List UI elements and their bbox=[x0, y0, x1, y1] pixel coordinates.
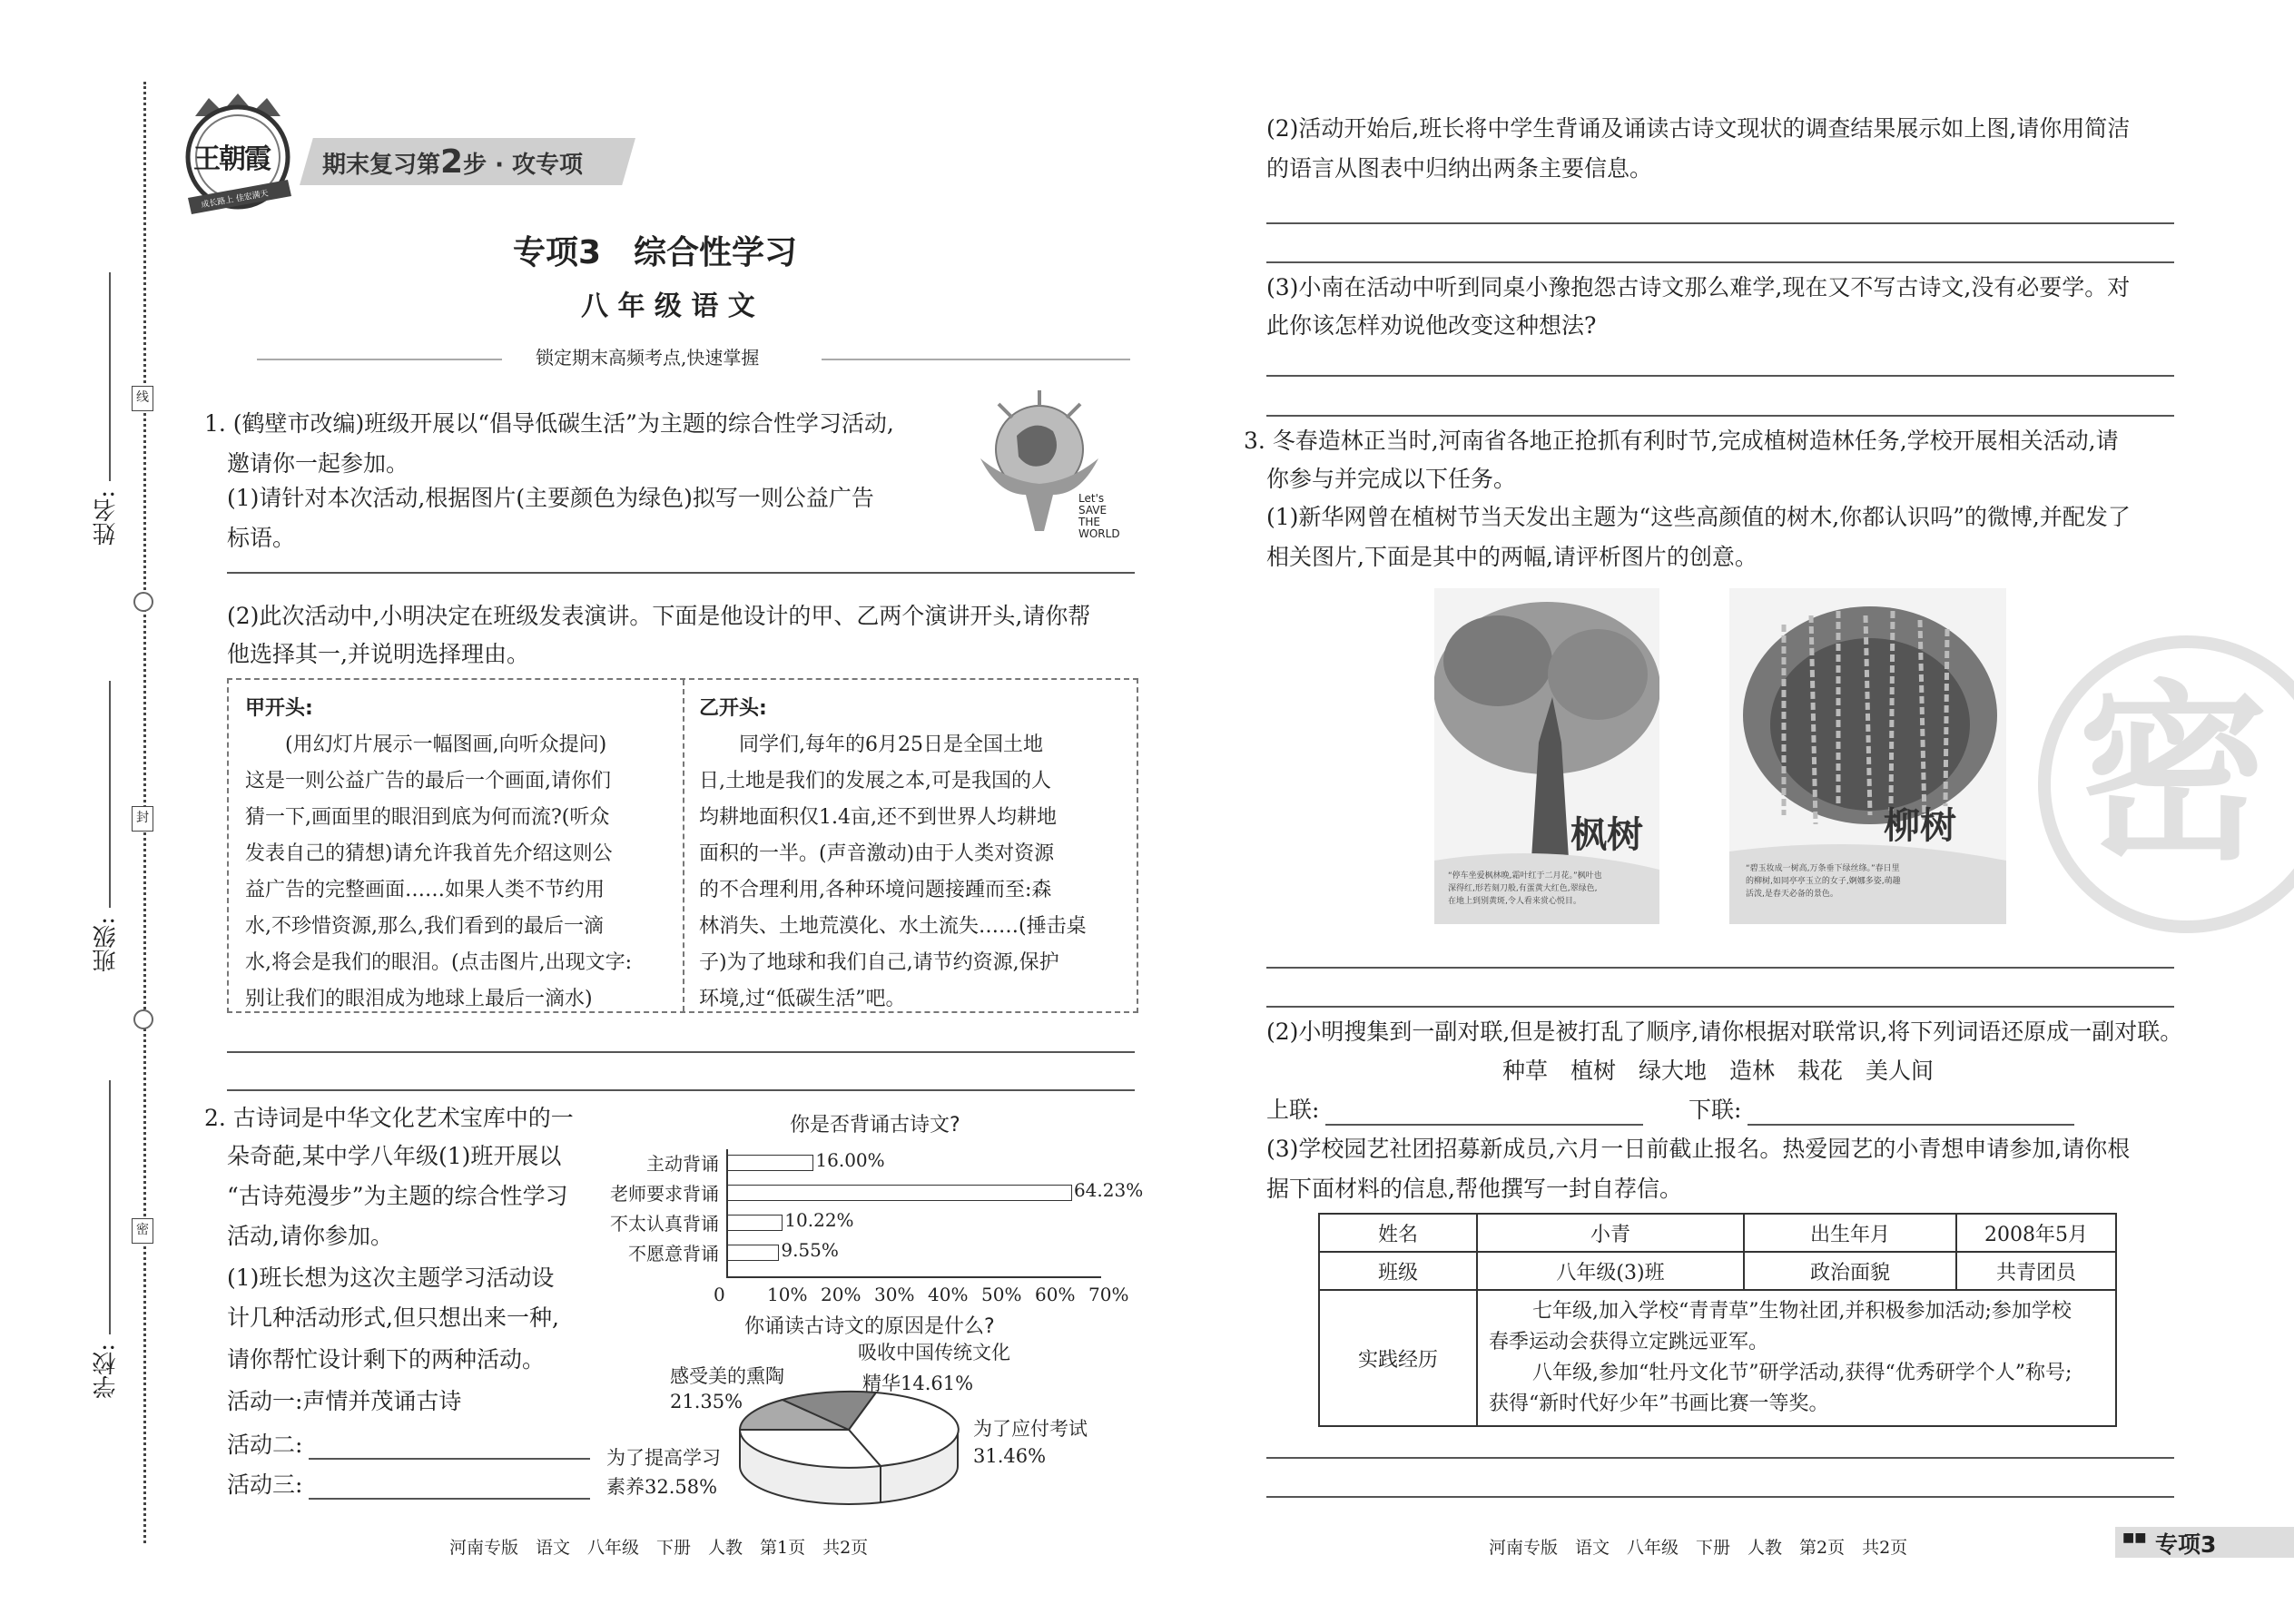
section-tag bbox=[2115, 1527, 2294, 1558]
answer-line bbox=[1266, 1496, 2174, 1498]
class-label: 班级: bbox=[93, 917, 120, 972]
pie-label: 感受美的熏陶 bbox=[670, 1365, 784, 1387]
binding-hole-icon bbox=[133, 1009, 153, 1029]
maple-caption: “停车坐爱枫林晚,霜叶红于二月花。”枫叶也 深得红,形若刻刀般,有蛋黄大红色,翠绿色, 在地上到别黄斑,令人看来赏心悦目。 bbox=[1448, 871, 1602, 906]
x-tick-label: 70% bbox=[1088, 1284, 1129, 1305]
activity-3-line[interactable] bbox=[309, 1498, 590, 1500]
practice-experience: 七年级,加入学校“青青草”生物社团,并积极参加活动;参加学校 春季运动会获得立定跳远亚军。 八年级,参加“牡丹文化节”研学活动,获得“优秀研学个人”称号; 获得“新时代好少年”书画比赛一等奖。 bbox=[1477, 1290, 2116, 1426]
speech-jia-title: 甲开头: bbox=[245, 697, 313, 720]
speech-jia-line: 水,不珍惜资源,那么,我们看到的最后一滴 bbox=[245, 915, 604, 938]
page-subtitle: 八 年 级 语 文 bbox=[581, 290, 755, 322]
activity-1: 活动一:声情并茂诵古诗 bbox=[227, 1388, 462, 1414]
bar-category-label: 老师要求背诵 bbox=[610, 1183, 719, 1205]
seal-box-1: 线 bbox=[132, 386, 153, 411]
speech-yi-line: 日,土地是我们的发展之本,可是我国的人 bbox=[699, 770, 1051, 792]
answer-line bbox=[1266, 1006, 2174, 1008]
poster-caption: Let's SAVE THE WORLD bbox=[1078, 492, 1120, 540]
answer-line bbox=[227, 572, 1135, 574]
bar-value-label: 10.22% bbox=[784, 1209, 854, 1231]
pie-label: 为了应付考试 bbox=[973, 1418, 1088, 1440]
tagline-rule-right bbox=[822, 359, 1130, 360]
speech-jia-line: 别让我们的眼泪成为地球上最后一滴水) bbox=[245, 988, 593, 1010]
q2-line: 计几种活动形式,但只想出来一种, bbox=[227, 1304, 559, 1331]
class-line bbox=[109, 681, 111, 908]
bar-category-label: 不愿意背诵 bbox=[628, 1243, 719, 1265]
table-cell: 实践经历 bbox=[1319, 1290, 1477, 1426]
maple-title: 枫树 bbox=[1570, 813, 1643, 856]
pie-label: 精华14.61% bbox=[862, 1373, 974, 1394]
q1-part1-b: 标语。 bbox=[227, 525, 296, 551]
speech-jia-line: 这是一则公益广告的最后一个画面,请你们 bbox=[245, 770, 611, 792]
speech-jia-line: 发表自己的猜想)请允许我首先介绍这则公 bbox=[245, 842, 613, 865]
tagline: 锁定期末高频考点,快速掌握 bbox=[536, 347, 760, 369]
tag-label: 专项3 bbox=[2155, 1531, 2217, 1558]
logo-text: 王朝霞 bbox=[193, 143, 270, 175]
table-cell: 共青团员 bbox=[1956, 1252, 2116, 1290]
speech-jia-line: 猜一下,画面里的眼泪到底为何而流?(听众 bbox=[245, 806, 610, 829]
page-title: 专项3 综合性学习 bbox=[513, 234, 798, 271]
x-tick-label: 60% bbox=[1035, 1284, 1076, 1305]
low-carbon-poster bbox=[962, 386, 1126, 540]
speech-jia bbox=[229, 680, 683, 1011]
shanglian-line[interactable] bbox=[1325, 1124, 1643, 1126]
q3-part3-a: (3)学校园艺社团招募新成员,六月一日前截止报名。热爱园艺的小青想申请参加,请你根 bbox=[1266, 1136, 2131, 1162]
q3-part2-a: (2)小明搜集到一副对联,但是被打乱了顺序,请你根据对联常识,将下列词语还原成一副对联。 bbox=[1266, 1019, 2183, 1045]
q1-line1: 1. (鹤壁市改编)班级开展以“倡导低碳生活”为主题的综合性学习活动, bbox=[204, 410, 894, 437]
table-cell: 2008年5月 bbox=[1956, 1214, 2116, 1252]
name-label: 姓名: bbox=[93, 490, 120, 546]
bar-category-label: 主动背诵 bbox=[646, 1153, 719, 1175]
table-cell: 八年级(3)班 bbox=[1477, 1252, 1744, 1290]
q2-part3-b: 此你该怎样劝说他改变这种想法? bbox=[1266, 312, 1597, 339]
x-tick-label: 0 bbox=[714, 1284, 725, 1305]
q2-line: (1)班长想为这次主题学习活动设 bbox=[227, 1265, 555, 1291]
name-line bbox=[109, 272, 111, 481]
watermark-text: 密 bbox=[2078, 664, 2269, 886]
table-cell: 政治面貌 bbox=[1744, 1252, 1956, 1290]
speech-jia-line: (用幻灯片展示一幅图画,向听众提问) bbox=[285, 733, 607, 756]
q3-line1: 3. 冬春造林正当时,河南省各地正抢抓有利时节,完成植树造林任务,学校开展相关活动,请 bbox=[1244, 428, 2119, 454]
q1-part2-b: 他选择其一,并说明选择理由。 bbox=[227, 641, 529, 667]
footer-left: 河南专版 语文 八年级 下册 人教 第1页 共2页 bbox=[449, 1538, 869, 1558]
speech-yi-line: 面积的一半。(声音激动)由于人类对资源 bbox=[699, 842, 1055, 865]
q2-part2-a: (2)活动开始后,班长将中学生背诵及诵读古诗文现状的调查结果展示如上图,请你用简洁 bbox=[1266, 115, 2131, 142]
q2-line: 朵奇葩,某中学八年级(1)班开展以 bbox=[227, 1143, 562, 1169]
q1-part1-a: (1)请针对本次活动,根据图片(主要颜色为绿色)拟写一则公益广告 bbox=[227, 485, 874, 511]
bar-chart bbox=[581, 1144, 1144, 1305]
willow-tree-image bbox=[1729, 588, 2006, 924]
xialian-line[interactable] bbox=[1748, 1124, 2074, 1126]
activity-3-label: 活动三: bbox=[227, 1471, 303, 1498]
bar bbox=[726, 1215, 783, 1231]
table-row bbox=[1319, 1252, 2116, 1290]
x-tick-label: 50% bbox=[981, 1284, 1022, 1305]
q1-part2-a: (2)此次活动中,小明决定在班级发表演讲。下面是他设计的甲、乙两个演讲开头,请你帮 bbox=[227, 603, 1091, 629]
bar-value-label: 9.55% bbox=[781, 1239, 839, 1261]
answer-line bbox=[1266, 222, 2174, 224]
q2-line: 活动,请你参加。 bbox=[227, 1223, 393, 1249]
speech-yi-line: 的不合理利用,各种环境问题接踵而至:森 bbox=[699, 879, 1052, 901]
answer-line bbox=[227, 1089, 1135, 1091]
couplet-words: 种草 植树 绿大地 造林 栽花 美人间 bbox=[1502, 1058, 1935, 1084]
pie-label: 21.35% bbox=[670, 1391, 743, 1412]
activity-2-label: 活动二: bbox=[227, 1432, 303, 1458]
x-tick-label: 10% bbox=[767, 1284, 808, 1305]
table-cell: 出生年月 bbox=[1744, 1214, 1956, 1252]
brand-logo bbox=[177, 89, 300, 216]
speech-table bbox=[227, 678, 1138, 1013]
speech-jia-line: 水,将会是我们的眼泪。(点击图片,出现文字: bbox=[245, 951, 632, 974]
q2-part2-b: 的语言从图表中归纳出两条主要信息。 bbox=[1266, 155, 1653, 182]
x-axis bbox=[726, 1276, 1101, 1278]
answer-line bbox=[1266, 261, 2174, 263]
x-tick-label: 40% bbox=[928, 1284, 969, 1305]
activity-2-line[interactable] bbox=[309, 1458, 590, 1460]
speech-yi-line: 均耕地面积仅1.4亩,还不到世界人均耕地 bbox=[699, 806, 1057, 829]
speech-yi-line: 同学们,每年的6月25日是全国土地 bbox=[739, 733, 1043, 756]
answer-line bbox=[1266, 967, 2174, 969]
pie-chart bbox=[726, 1380, 971, 1516]
speech-yi-line: 林消失、土地荒漠化、水土流失……(捶击桌 bbox=[699, 915, 1087, 938]
answer-line bbox=[1266, 1457, 2174, 1459]
q3-part1-b: 相关图片,下面是其中的两幅,请评析图片的创意。 bbox=[1266, 544, 1757, 570]
watermark-seal-icon bbox=[2038, 635, 2294, 933]
applicant-table bbox=[1318, 1213, 2117, 1427]
bar-value-label: 16.00% bbox=[815, 1149, 885, 1171]
seal-box-2: 封 bbox=[132, 806, 153, 832]
table-cell: 班级 bbox=[1319, 1252, 1477, 1290]
bar-category-label: 不太认真背诵 bbox=[610, 1213, 719, 1235]
q2-line: 请你帮忙设计剩下的两种活动。 bbox=[227, 1346, 546, 1373]
table-row bbox=[1319, 1290, 2116, 1426]
shanglian-label: 上联: bbox=[1266, 1097, 1320, 1123]
q2-line: “古诗苑漫步”为主题的综合性学习 bbox=[227, 1183, 568, 1209]
q3-part3-b: 据下面材料的信息,帮他撰写一封自荐信。 bbox=[1266, 1176, 1682, 1202]
pie-label: 为了提高学习 bbox=[606, 1447, 721, 1469]
q2-line: 2. 古诗词是中华文化艺术宝库中的一 bbox=[204, 1105, 574, 1131]
speech-yi-line: 子)为了地球和我们自己,请节约资源,保护 bbox=[699, 951, 1059, 974]
header-step: 期末复习第2步 · 攻专项 bbox=[322, 143, 584, 181]
pie-label: 31.46% bbox=[973, 1445, 1047, 1467]
speech-yi-line: 环境,过“低碳生活”吧。 bbox=[699, 988, 906, 1010]
q3-line2: 你参与并完成以下任务。 bbox=[1266, 466, 1517, 492]
table-cell: 小青 bbox=[1477, 1214, 1744, 1252]
bar bbox=[726, 1155, 813, 1171]
pie-label: 吸收中国传统文化 bbox=[858, 1342, 1010, 1363]
bar bbox=[726, 1245, 779, 1261]
tag-marks-icon: ■■ bbox=[2122, 1530, 2147, 1545]
seal-box-3: 密 bbox=[132, 1218, 153, 1244]
pie-label: 素养32.58% bbox=[606, 1476, 718, 1498]
speech-yi bbox=[683, 680, 1137, 1011]
pie-chart-title: 你诵读古诗文的原因是什么? bbox=[744, 1315, 995, 1338]
x-tick-label: 20% bbox=[821, 1284, 861, 1305]
y-axis bbox=[726, 1149, 728, 1276]
xialian-label: 下联: bbox=[1689, 1097, 1742, 1123]
q1-line2: 邀请你一起参加。 bbox=[227, 450, 409, 477]
binding-hole-icon bbox=[133, 592, 153, 612]
speech-jia-line: 益广告的完整画面……如果人类不节约用 bbox=[245, 879, 605, 901]
table-cell: 姓名 bbox=[1319, 1214, 1477, 1252]
q3-part1-a: (1)新华网曾在植树节当天发出主题为“这些高颜值的树木,你都认识吗”的微博,并配发了 bbox=[1266, 504, 2131, 530]
bar-value-label: 64.23% bbox=[1073, 1179, 1144, 1201]
logo-slogan: 成长路上 佳宏满天 bbox=[200, 189, 270, 211]
speech-yi-title: 乙开头: bbox=[699, 697, 767, 720]
table-row bbox=[1319, 1214, 2116, 1252]
willow-title: 柳树 bbox=[1884, 804, 1956, 847]
answer-line bbox=[1266, 415, 2174, 417]
school-line bbox=[109, 1080, 111, 1334]
footer-right: 河南专版 语文 八年级 下册 人教 第2页 共2页 bbox=[1489, 1538, 1908, 1558]
answer-line bbox=[227, 1051, 1135, 1053]
q2-part3-a: (3)小南在活动中听到同桌小豫抱怨古诗文那么难学,现在又不写古诗文,没有必要学。对 bbox=[1266, 274, 2131, 300]
tagline-rule-left bbox=[257, 359, 502, 360]
maple-tree-image bbox=[1434, 588, 1659, 924]
bar-chart-title: 你是否背诵古诗文? bbox=[790, 1114, 960, 1137]
willow-caption: “碧玉妆成一树高,万条垂下绿丝绦。”春日里 的柳树,如同亭亭玉立的女子,婀娜多姿,萌趣 活泼,是春天必备的景色。 bbox=[1746, 864, 1901, 899]
school-label: 学校: bbox=[93, 1343, 120, 1399]
x-tick-label: 30% bbox=[874, 1284, 915, 1305]
answer-line bbox=[1266, 375, 2174, 377]
bar bbox=[726, 1185, 1072, 1201]
